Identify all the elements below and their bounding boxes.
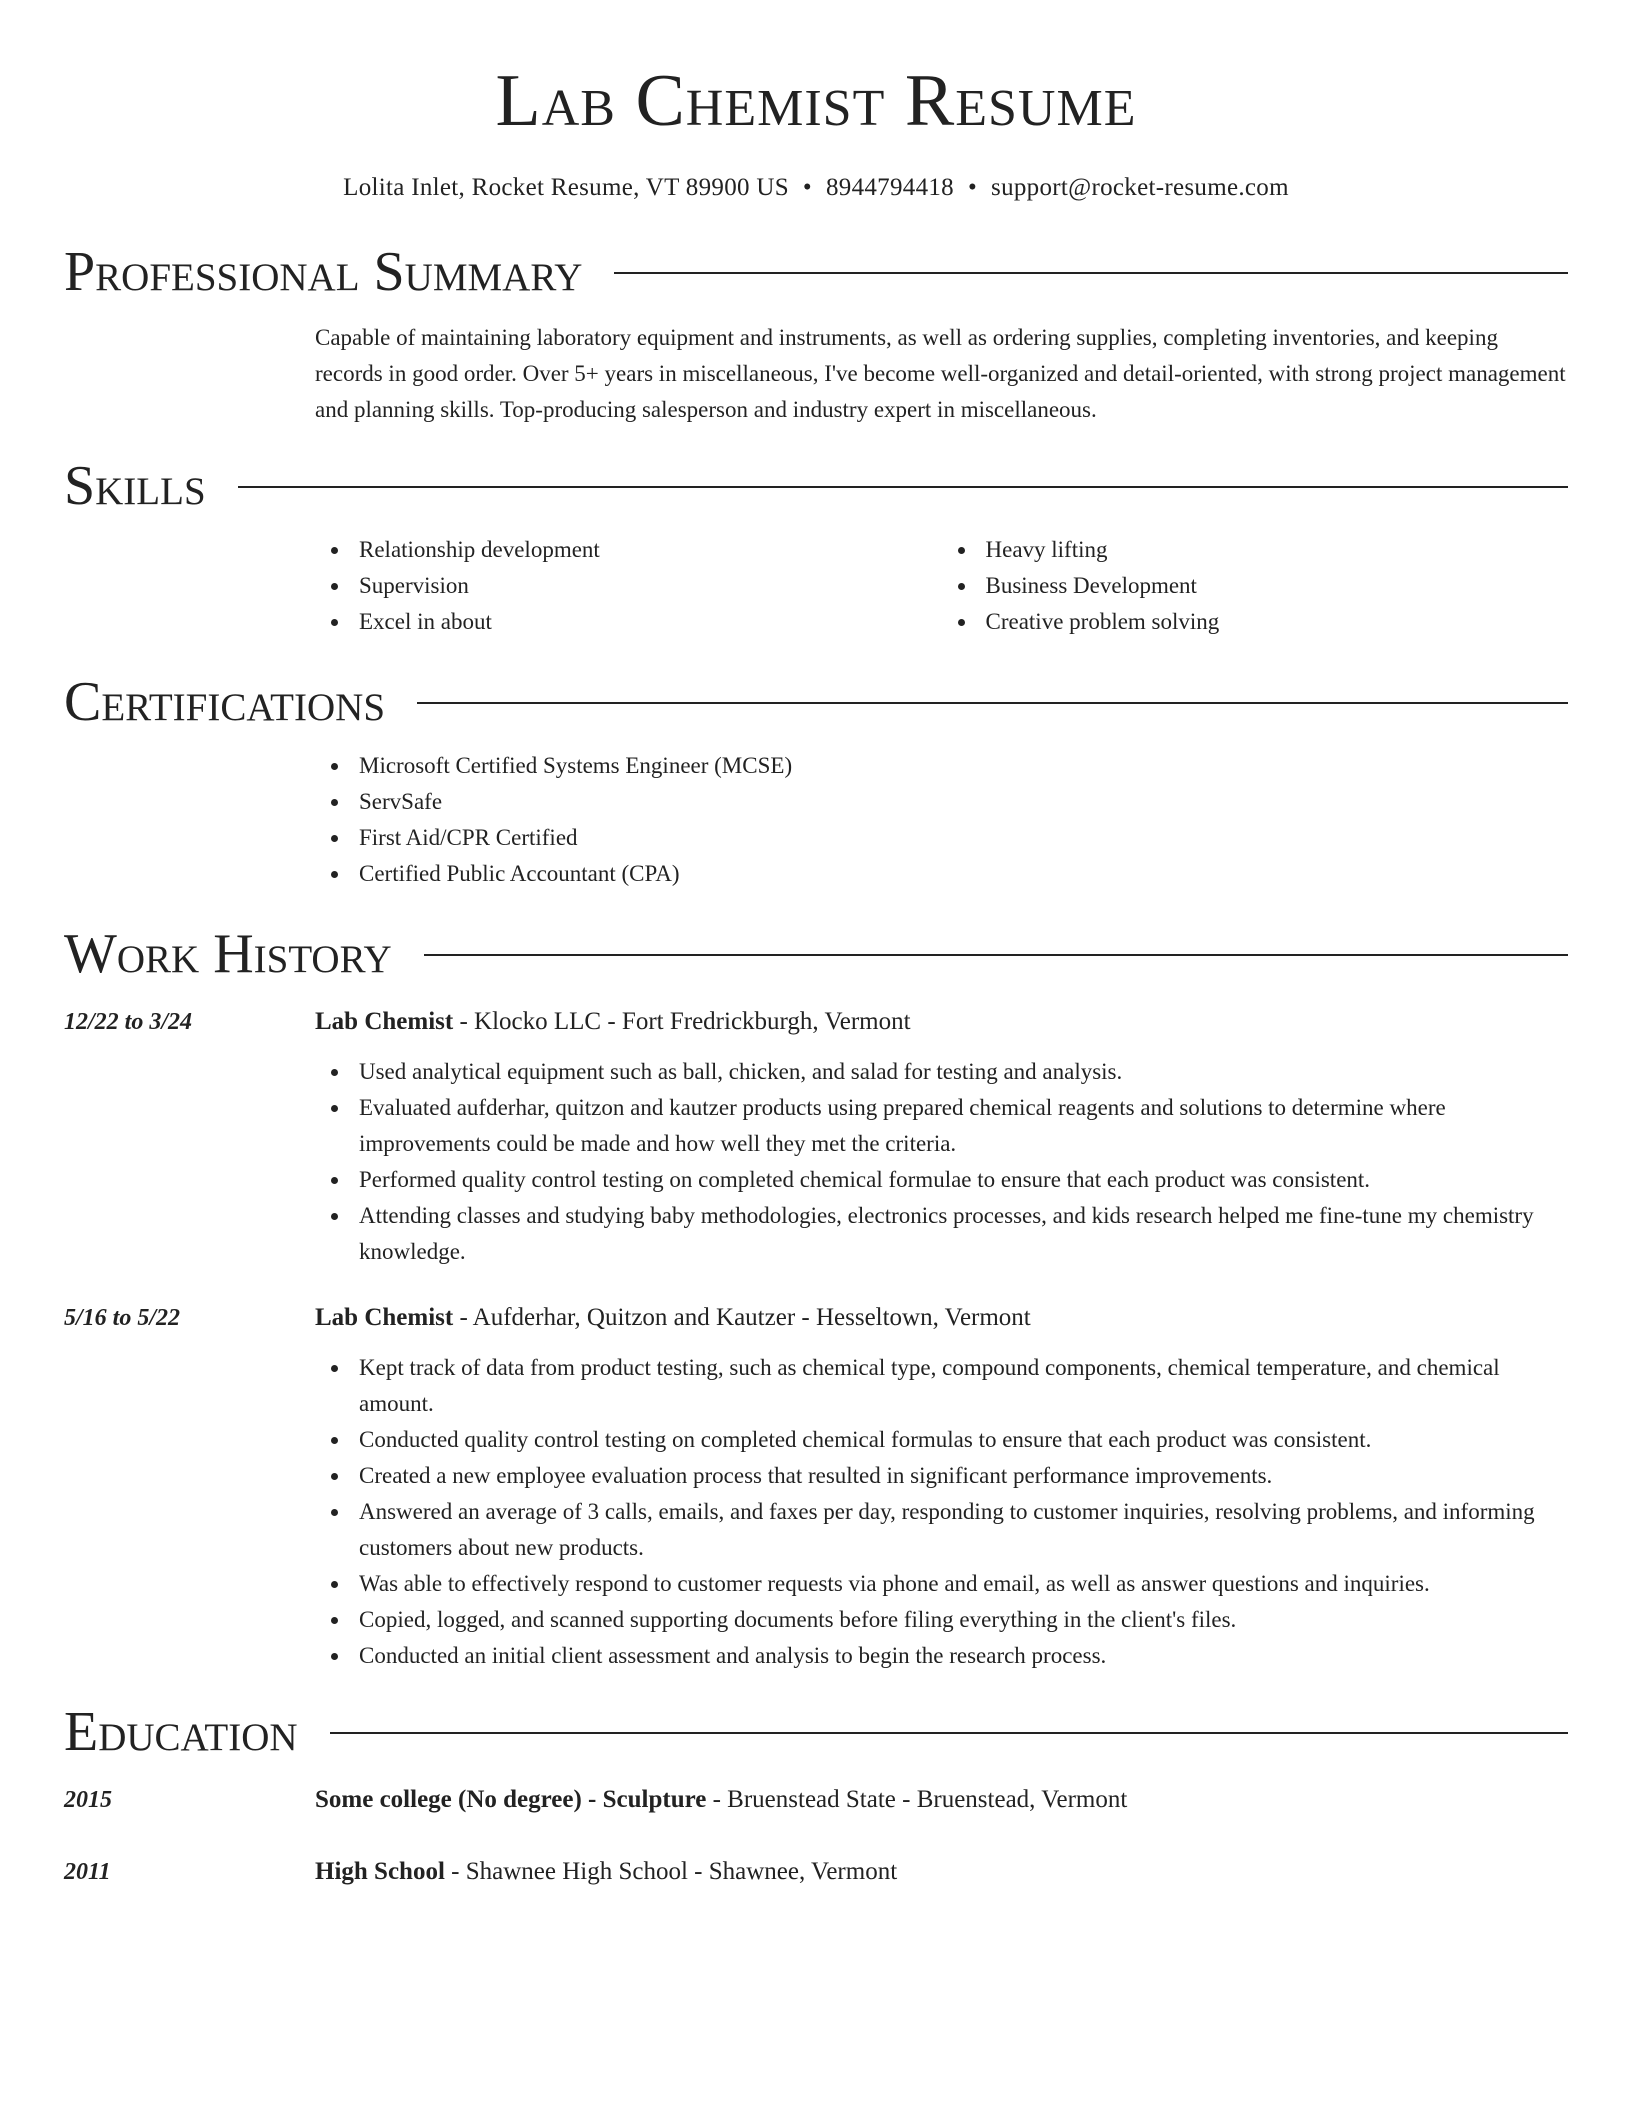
job-entry bbox=[64, 1300, 1568, 1674]
job-bullet: Was able to effectively respond to customer requests via phone and email, as well as answer questions and inquiries. bbox=[359, 1566, 1568, 1602]
section-divider bbox=[614, 272, 1568, 274]
job-bullet: Copied, logged, and scanned supporting documents before filing everything in the client's files. bbox=[359, 1602, 1568, 1638]
job-bullets bbox=[315, 1054, 1568, 1270]
job-bullet: Evaluated aufderhar, quitzon and kautzer products using prepared chemical reagents and solutions to determine where improvements could be made and how well they met the criteria. bbox=[359, 1090, 1568, 1162]
education-entry bbox=[64, 1782, 1568, 1818]
section-divider bbox=[238, 486, 1568, 488]
section-title-summary: Professional Summary bbox=[64, 241, 583, 303]
contact-separator: • bbox=[802, 174, 812, 201]
skill-item: Creative problem solving bbox=[986, 604, 1569, 640]
job-bullet: Used analytical equipment such as ball, chicken, and salad for testing and analysis. bbox=[359, 1054, 1568, 1090]
section-divider bbox=[330, 1732, 1568, 1734]
education-section bbox=[64, 1701, 1568, 1890]
section-divider bbox=[424, 954, 1568, 956]
section-title-education: Education bbox=[64, 1701, 298, 1763]
education-year: 2015 bbox=[64, 1787, 112, 1813]
section-header bbox=[64, 1701, 1568, 1763]
education-degree: Some college (No degree) - Sculpture bbox=[315, 1786, 707, 1813]
summary-text: Capable of maintaining laboratory equipment and instruments, as well as ordering supplies, completing inventories, and keeping records in good order. Over 5+ years in miscellaneous, I've become well-organized and detail-oriented, with strong project management and planning skills. Top-producing salesperson and industry expert in miscellaneous. bbox=[315, 325, 1566, 422]
section-header bbox=[64, 671, 1568, 733]
job-entry bbox=[64, 1004, 1568, 1270]
job-bullet: Answered an average of 3 calls, emails, and faxes per day, responding to customer inquiries, resolving problems, and informing customers about new products. bbox=[359, 1494, 1568, 1566]
education-degree: High School bbox=[315, 1858, 445, 1885]
contact-separator: • bbox=[967, 174, 978, 201]
contact-line bbox=[64, 174, 1568, 202]
job-company: - Aufderhar, Quitzon and Kautzer - Hesseltown, Vermont bbox=[453, 1304, 1031, 1331]
section-divider bbox=[417, 702, 1568, 704]
certification-item: Certified Public Accountant (CPA) bbox=[359, 856, 1568, 892]
section-header bbox=[64, 241, 1568, 303]
education-year: 2011 bbox=[64, 1859, 111, 1885]
section-title-work-history: Work History bbox=[64, 923, 392, 985]
job-dates: 12/22 to 3/24 bbox=[64, 1009, 193, 1035]
education-entry bbox=[64, 1854, 1568, 1890]
skills-grid bbox=[315, 532, 1568, 640]
resume-title: Lab Chemist Resume bbox=[495, 60, 1137, 142]
skills-list-right bbox=[942, 532, 1569, 640]
section-header bbox=[64, 923, 1568, 985]
job-content bbox=[315, 1300, 1568, 1674]
job-dates: 5/16 to 5/22 bbox=[64, 1305, 181, 1331]
job-content bbox=[315, 1004, 1568, 1270]
job-title-line bbox=[315, 1300, 1568, 1336]
contact-phone: 8944794418 bbox=[825, 174, 954, 201]
certification-item: ServSafe bbox=[359, 784, 1568, 820]
work-history-section bbox=[64, 923, 1568, 1674]
job-bullet: Created a new employee evaluation process that resulted in significant performance improvements. bbox=[359, 1458, 1568, 1494]
job-company: - Klocko LLC - Fort Fredrickburgh, Vermont bbox=[453, 1008, 911, 1035]
job-bullet: Conducted an initial client assessment and analysis to begin the research process. bbox=[359, 1638, 1568, 1674]
certifications-list bbox=[315, 748, 1568, 892]
certification-item: First Aid/CPR Certified bbox=[359, 820, 1568, 856]
certification-item: Microsoft Certified Systems Engineer (MCSE) bbox=[359, 748, 1568, 784]
certifications-bullets bbox=[315, 748, 1568, 892]
job-role: Lab Chemist bbox=[315, 1008, 454, 1035]
section-title-certifications: Certifications bbox=[64, 671, 386, 733]
skill-item: Supervision bbox=[359, 568, 942, 604]
section-title-skills: Skills bbox=[64, 455, 206, 517]
job-bullet: Kept track of data from product testing, such as chemical type, compound components, chemical temperature, and chemical amount. bbox=[359, 1350, 1568, 1422]
summary-section bbox=[64, 241, 1568, 428]
skill-item: Business Development bbox=[986, 568, 1569, 604]
job-role: Lab Chemist bbox=[315, 1304, 454, 1331]
education-line bbox=[315, 1782, 1127, 1818]
job-bullet: Attending classes and studying baby methodologies, electronics processes, and kids research helped me fine-tune my chemistry knowledge. bbox=[359, 1198, 1568, 1270]
section-header bbox=[64, 455, 1568, 517]
certifications-section bbox=[64, 671, 1568, 892]
skill-item: Relationship development bbox=[359, 532, 942, 568]
skills-section bbox=[64, 455, 1568, 640]
contact-email: support@rocket-resume.com bbox=[991, 174, 1289, 201]
education-school: - Shawnee High School - Shawnee, Vermont bbox=[444, 1858, 898, 1885]
education-line bbox=[315, 1854, 897, 1890]
job-bullet: Performed quality control testing on completed chemical formulae to ensure that each product was consistent. bbox=[359, 1162, 1568, 1198]
skill-item: Heavy lifting bbox=[986, 532, 1569, 568]
contact-address: Lolita Inlet, Rocket Resume, VT 89900 US bbox=[343, 174, 789, 201]
job-title-line bbox=[315, 1004, 1568, 1040]
job-bullet: Conducted quality control testing on completed chemical formulas to ensure that each product was consistent. bbox=[359, 1422, 1568, 1458]
education-school: - Bruenstead State - Bruenstead, Vermont bbox=[706, 1786, 1128, 1813]
skills-list-left bbox=[315, 532, 942, 640]
skill-item: Excel in about bbox=[359, 604, 942, 640]
job-bullets bbox=[315, 1350, 1568, 1674]
